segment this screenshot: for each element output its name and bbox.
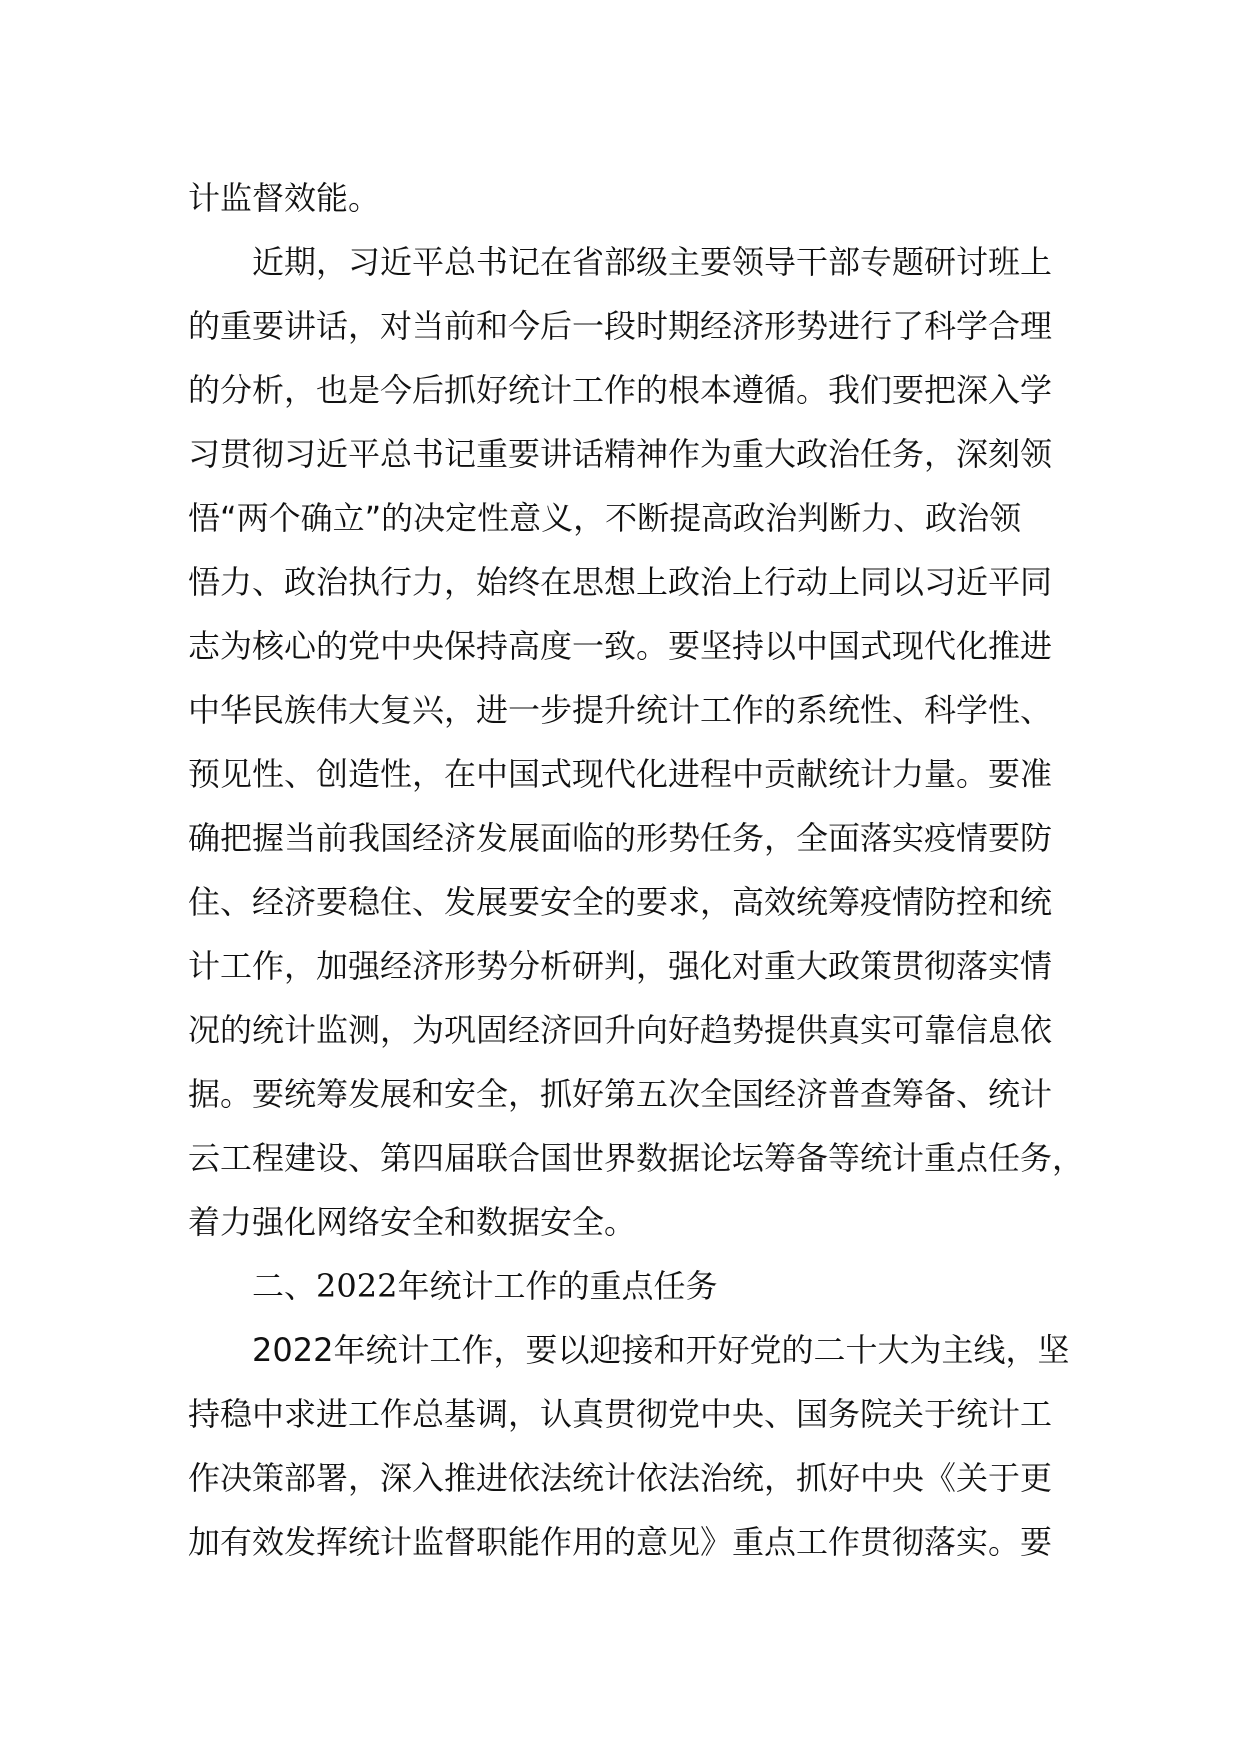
text-line: 悟力、政治执行力，始终在思想上政治上行动上同以习近平同	[188, 563, 1053, 601]
text-line: 作决策部署，深入推进依法统计依法治统，抓好中央《关于更	[188, 1459, 1053, 1497]
body-text	[188, 166, 1088, 1574]
text-line: 预见性、创造性，在中国式现代化进程中贡献统计力量。要准	[188, 755, 1053, 793]
text-line: 据。要统筹发展和安全，抓好第五次全国经济普查筹备、统计	[188, 1075, 1053, 1113]
section-heading: 二、2022年统计工作的重点任务	[252, 1267, 718, 1305]
text-line: 持稳中求进工作总基调，认真贯彻党中央、国务院关于统计工	[188, 1395, 1053, 1433]
text-line: 住、经济要稳住、发展要安全的要求，高效统筹疫情防控和统	[188, 883, 1053, 921]
text-line: 云工程建设、第四届联合国世界数据论坛筹备等统计重点任务，	[188, 1139, 1085, 1177]
text-line: 悟“两个确立”的决定性意义，不断提高政治判断力、政治领	[188, 499, 1022, 537]
paragraph-first-line: 近期，习近平总书记在省部级主要领导干部专题研讨班上	[252, 243, 1053, 281]
text-line: 中华民族伟大复兴，进一步提升统计工作的系统性、科学性、	[188, 691, 1053, 729]
text-line: 确把握当前我国经济发展面临的形势任务，全面落实疫情要防	[188, 819, 1053, 857]
text-line: 的重要讲话，对当前和今后一段时期经济形势进行了科学合理	[188, 307, 1053, 345]
text-line: 习贯彻习近平总书记重要讲话精神作为重大政治任务，深刻领	[188, 435, 1053, 473]
text-line: 加有效发挥统计监督职能作用的意见》重点工作贯彻落实。要	[188, 1523, 1053, 1561]
text-line: 着力强化网络安全和数据安全。	[188, 1203, 637, 1241]
text-line: 计工作，加强经济形势分析研判，强化对重大政策贯彻落实情	[188, 947, 1053, 985]
text-line: 况的统计监测，为巩固经济回升向好趋势提供真实可靠信息依	[188, 1011, 1053, 1049]
text-line: 的分析，也是今后抓好统计工作的根本遵循。我们要把深入学	[188, 371, 1053, 409]
text-line: 计监督效能。	[188, 179, 381, 217]
text-line: 志为核心的党中央保持高度一致。要坚持以中国式现代化推进	[188, 627, 1053, 665]
paragraph-first-line: 2022年统计工作，要以迎接和开好党的二十大为主线，坚	[252, 1331, 1070, 1369]
